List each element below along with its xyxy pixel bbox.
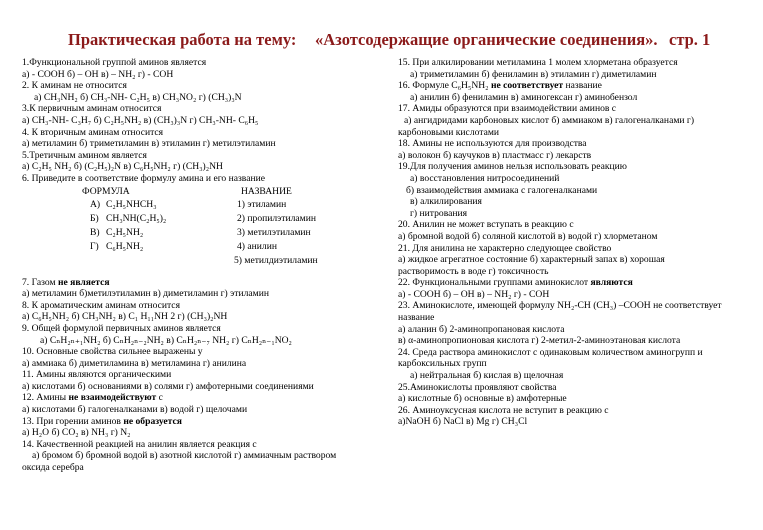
text-line: 15. При алкилировании метиламина 1 молем хлорметана образуется xyxy=(398,57,678,68)
text-line: в) α-аминопропионовая кислота г) 2-метил-2-аминоэтановая кислота xyxy=(398,335,681,347)
text-line: а) жидкое агрегатное состояние б) характерный запах в) хорошая xyxy=(398,254,665,266)
text-line: а) бромом б) бромной водой в) азотной кислотой г) аммиачным раствором xyxy=(32,450,337,462)
text-line: а) метиламин б) триметиламин в) этиламин г) метилэтиламин xyxy=(22,138,276,150)
text-line: 4. К вторичным аминам относится xyxy=(22,126,164,138)
text-line: а) аммиака б) диметиламина в) метиламина г) анилина xyxy=(22,357,247,369)
text-line: 19.Для получения аминов нельзя использовать реакцию xyxy=(398,161,627,173)
text-line: б) взаимодействия аммиака с галогеналканами xyxy=(406,184,598,196)
text-line: 22. Функциональными группами аминокислот являются xyxy=(398,277,633,289)
text-line: 5.Третичным амином является xyxy=(22,149,147,161)
text-line: 13. При горении аминов не образуется xyxy=(22,415,182,427)
text-line: а) восстановления нитросоединений xyxy=(410,172,560,184)
text-line: а) C₂H₅ NH₂ б) (C₂H₅)₂N в) C₆H₅NH₂ г) (CH₃)₂NH xyxy=(22,161,223,173)
left-column xyxy=(22,57,392,474)
text-line: а) кислотные б) основные в) амфотерные xyxy=(398,393,567,405)
text-line: а) C₆H₅NH₂ б) CH₃NH₂ в) C₁ H₁₁NH 2 г) (CH₃)₂NH xyxy=(22,311,228,323)
text-line: 2. К аминам не относится xyxy=(22,80,127,92)
page-title: Практическая работа на тему: xyxy=(68,30,297,49)
text-line: а) ангидридами карбоновых кислот б) аммиаком в) галогеналканами г) xyxy=(404,114,695,126)
text-line: а) аланин б) 2-аминопропановая кислота xyxy=(398,323,565,335)
text-line: 14. Качественной реакцией на анилин является реакция с xyxy=(22,438,257,450)
text-line: а) кислотами б) основаниями в) солями г) амфотерными соединениями xyxy=(22,380,314,392)
text-line: 1.Функциональной группой аминов является xyxy=(22,57,207,68)
formula-cell: C₂H₅NH₂ xyxy=(106,226,144,238)
right-column xyxy=(398,57,750,428)
left-questions-bottom xyxy=(22,277,392,474)
text-line: а) - COOH б) – OH в) – NH₂ г) - COH xyxy=(22,68,174,80)
text-line: 8. К ароматическим аминам относится xyxy=(22,299,180,311)
text-line: а) метиламин б)метилэтиламин в) диметиламин г) этиламин xyxy=(22,288,269,300)
text-line: а) CH₃-NH- C₃H₇ б) C₂H₅NH₂ в) (CH₃)₃N г) CH₃-NH- C₆H₅ xyxy=(22,114,259,126)
text-line: г) нитрования xyxy=(410,207,468,219)
name-cell: 4) анилин xyxy=(237,240,277,252)
text-line: 23. Аминокислоте, имеющей формулу NH₂-CH (CH₃) –COOH не соответствует xyxy=(398,300,722,312)
text-line: а) триметиламин б) фениламин в) этиламин г) диметиламин xyxy=(410,68,657,80)
formula-header: ФОРМУЛА xyxy=(82,185,130,197)
text-line: оксида серебра xyxy=(22,462,84,474)
text-line: 17. Амиды образуются при взаимодействии аминов с xyxy=(398,103,617,115)
page-topic: «Азотсодержащие органические соединения». xyxy=(315,30,658,49)
text-line: 26. Аминоуксусная кислота не вступит в реакцию с xyxy=(398,404,609,416)
text-line: а) нейтральная б) кислая в) щелочная xyxy=(410,370,564,382)
text-line: 25.Аминокислоты проявляют свойства xyxy=(398,381,557,393)
name-cell: 5) метилдиэтиламин xyxy=(234,254,318,266)
formula-cell: C₆H₅NH₂ xyxy=(106,240,144,252)
text-line: растворимость в воде г) токсичность xyxy=(398,265,549,277)
text-line: 10. Основные свойства сильнее выражены у xyxy=(22,346,203,358)
text-line: а) CH₃NH₂ б) CH₃-NH- C₂H₅ в) CH₃NO₂ г) (CH₃)₃N xyxy=(34,91,242,103)
text-line: карбоновыми кислотами xyxy=(398,126,500,138)
text-line: а) волокон б) каучуков в) пластмасс г) лекарств xyxy=(398,149,592,161)
text-line: 3.К первичным аминам относится xyxy=(22,103,162,115)
formula-cell: CH₃NH(C₂H₅)₂ xyxy=(106,212,167,224)
page-number: стр. 1 xyxy=(669,30,711,49)
name-cell: 3) метилэтиламин xyxy=(237,226,311,238)
formula-cell: C₂H₅NHCH₃ xyxy=(106,198,157,210)
text-line: а) - COOH б) – OH в) – NH₂ г) - COH xyxy=(398,288,550,300)
text-line: название xyxy=(398,312,435,324)
formula-letter: В) xyxy=(90,226,100,238)
text-line: 9. Общей формулой первичных аминов является xyxy=(22,322,221,334)
left-questions-top xyxy=(22,57,392,185)
text-line: 7. Газом не является xyxy=(22,276,110,288)
formula-letter: А) xyxy=(90,198,101,210)
name-cell: 1) этиламин xyxy=(237,198,287,210)
formula-letter: Г) xyxy=(90,240,99,252)
text-line: карбоксильных групп xyxy=(398,358,487,370)
text-line: 6. Приведите в соответствие формулу амина и его название xyxy=(22,172,265,184)
text-line: а) H₂O б) CO₂ в) NH₃ г) N₂ xyxy=(22,427,131,439)
text-line: 16. Формуле C₆H₅NH₂ не соответствует название xyxy=(398,80,602,92)
text-line: а)NaOH б) NaCl в) Mg г) CH₃Cl xyxy=(398,416,528,428)
text-line: а) бромной водой б) соляной кислотой в) водой г) хлорметаном xyxy=(398,230,658,242)
name-cell: 2) пропилэтиламин xyxy=(237,212,317,224)
page-header xyxy=(0,30,763,52)
text-line: 11. Амины являются органическими xyxy=(22,369,172,381)
text-line: в) алкилирования xyxy=(410,196,482,208)
text-line: 21. Для анилина не характерно следующее свойство xyxy=(398,242,612,254)
text-line: 18. Амины не используются для производства xyxy=(398,138,587,150)
name-header: НАЗВАНИЕ xyxy=(241,185,292,197)
text-line: а) кислотами б) галогеналканами в) водой г) щелочами xyxy=(22,404,248,416)
text-line: а) анилин б) фениламин в) аминогексан г) аминобензол xyxy=(410,91,638,103)
formula-table xyxy=(22,185,392,277)
formula-letter: Б) xyxy=(90,212,99,224)
right-questions xyxy=(398,57,750,428)
text-line: 12. Амины не взаимодействуют с xyxy=(22,392,163,404)
text-line: 20. Анилин не может вступать в реакцию с xyxy=(398,219,574,231)
text-line: 24. Среда раствора аминокислот с одинаковым количеством аминогрупп и xyxy=(398,346,703,358)
text-line: а) CₙH₂ₙ₊₁NH₂ б) CₙH₂ₙ₋₂NH₂ в) CₙH₂ₙ₋₇ NH₂ г) CₙH₂ₙ₋₁NO₂ xyxy=(40,334,292,346)
